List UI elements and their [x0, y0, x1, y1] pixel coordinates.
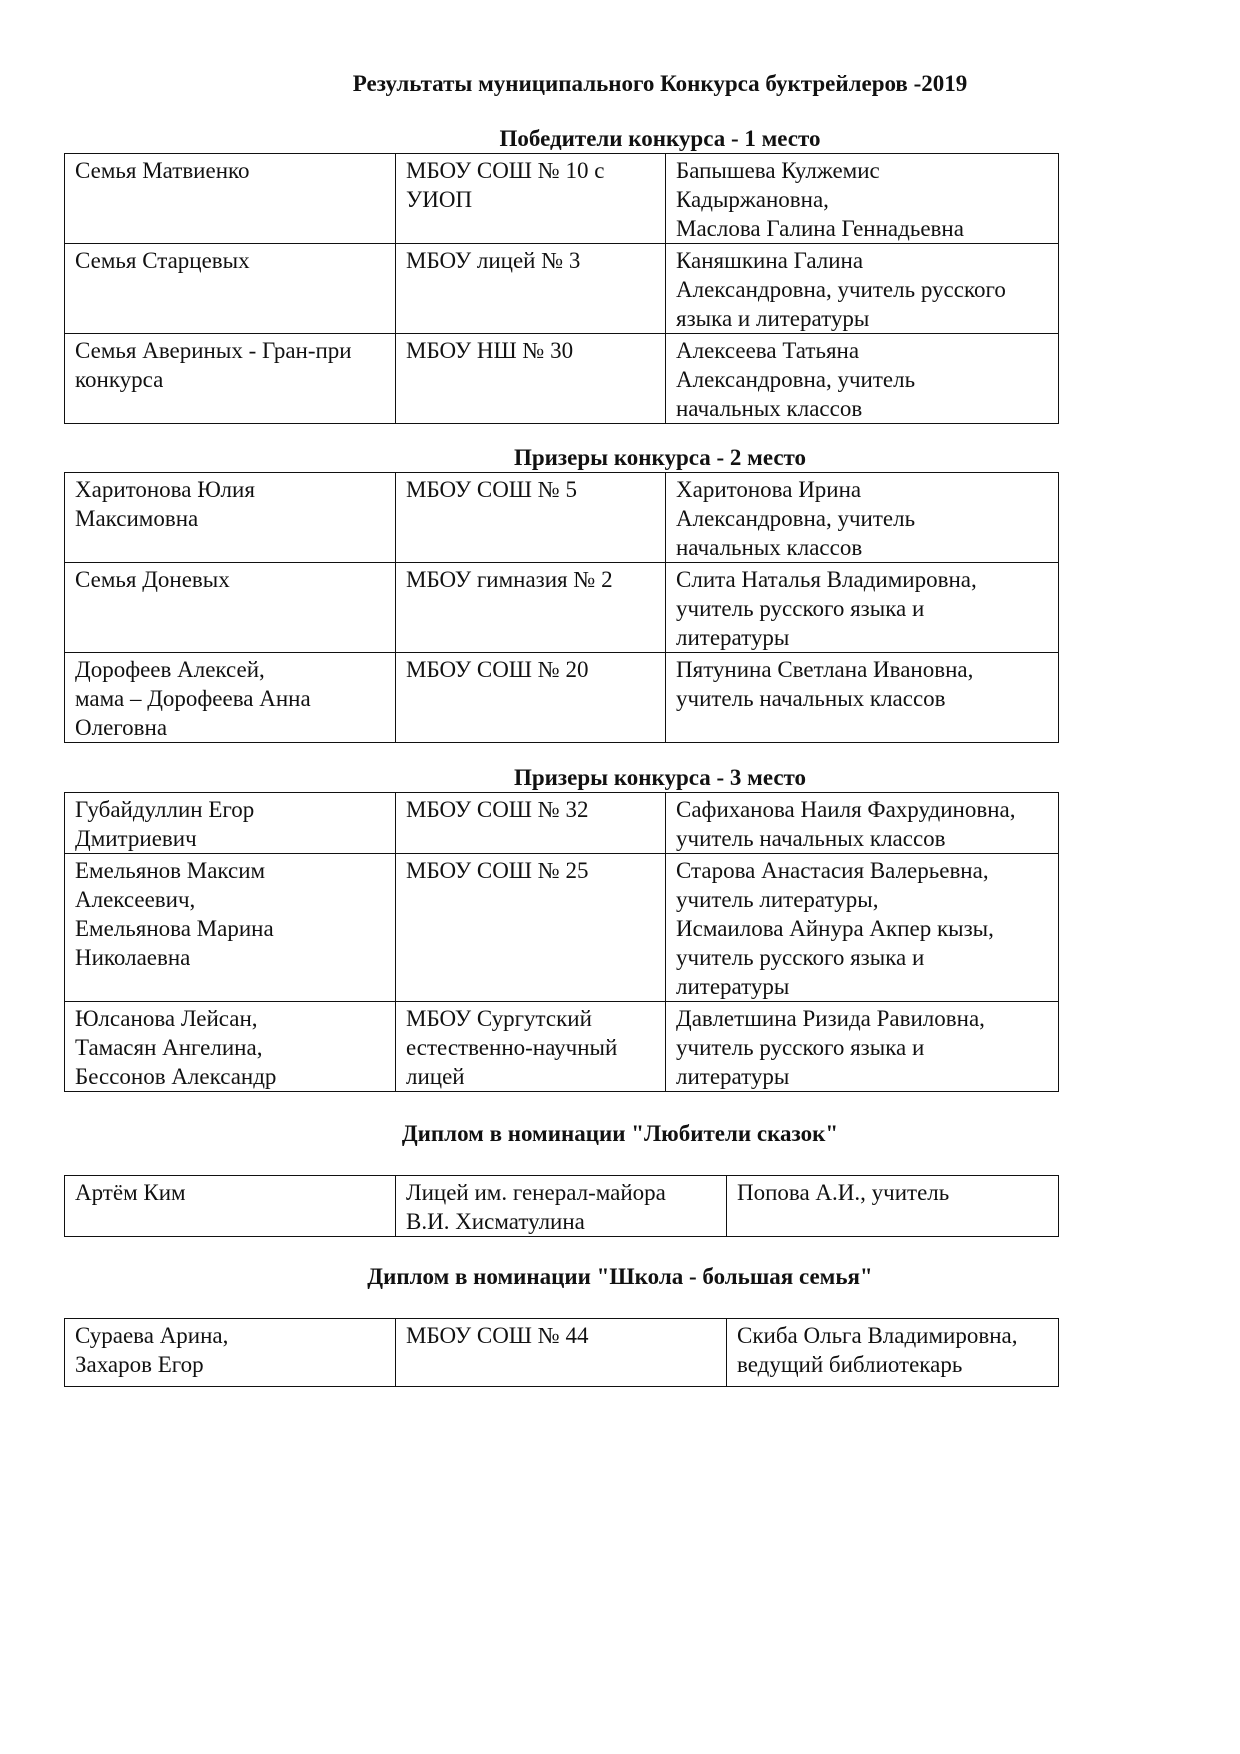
table-row [65, 653, 1059, 743]
section-heading-fairy-tale-lovers: Диплом в номинации "Любители сказок" [401, 1121, 839, 1146]
school-cell: МБОУ лицей № 3 [396, 244, 666, 334]
participant-cell: Емельянов Максим Алексеевич, Емельянова Марина Николаевна [65, 854, 396, 1002]
participant-cell: Семья Доневых [65, 563, 396, 653]
school-cell: МБОУ гимназия № 2 [396, 563, 666, 653]
participant-cell: Харитонова Юлия Максимовна [65, 473, 396, 563]
participant-cell: Семья Матвиенко [65, 154, 396, 244]
school-cell: МБОУ СОШ № 10 с УИОП [396, 154, 666, 244]
teacher-cell: Сафиханова Наиля Фахрудиновна, учитель начальных классов [666, 793, 1059, 854]
school-cell: МБОУ НШ № 30 [396, 334, 666, 424]
table-row [65, 154, 1059, 244]
participant-cell: Юлсанова Лейсан, Тамасян Ангелина, Бессонов Александр [65, 1002, 396, 1092]
school-cell: МБОУ СОШ № 32 [396, 793, 666, 854]
teacher-cell: Пятунина Светлана Ивановна, учитель начальных классов [666, 653, 1059, 743]
participant-cell: Дорофеев Алексей, мама – Дорофеева Анна Олеговна [65, 653, 396, 743]
table-row [65, 854, 1059, 1002]
participant-cell: Семья Авериных - Гран-при конкурса [65, 334, 396, 424]
participant-cell: Сураева Арина, Захаров Егор [65, 1319, 396, 1387]
results-table-school-big-family [64, 1318, 1059, 1387]
table-row [65, 1176, 1059, 1237]
page-title: Результаты муниципального Конкурса буктрейлеров -2019 [352, 71, 968, 96]
teacher-cell: Бапышева Кулжемис Кадыржановна, Маслова Галина Геннадьевна [666, 154, 1059, 244]
school-cell: Лицей им. генерал-майора В.И. Хисматулина [396, 1176, 727, 1237]
teacher-cell: Алексеева Татьяна Александровна, учитель начальных классов [666, 334, 1059, 424]
school-cell: МБОУ СОШ № 20 [396, 653, 666, 743]
school-cell: МБОУ СОШ № 44 [396, 1319, 727, 1387]
school-cell: МБОУ СОШ № 5 [396, 473, 666, 563]
school-cell: МБОУ Сургутский естественно-научный лицей [396, 1002, 666, 1092]
table-row [65, 244, 1059, 334]
section-heading-first-place: Победители конкурса - 1 место [499, 126, 821, 151]
table-row [65, 563, 1059, 653]
teacher-cell: Харитонова Ирина Александровна, учитель начальных классов [666, 473, 1059, 563]
section-heading-third-place: Призеры конкурса - 3 место [513, 765, 807, 790]
results-table-first-place [64, 153, 1059, 424]
participant-cell: Артём Ким [65, 1176, 396, 1237]
table-row [65, 1319, 1059, 1387]
teacher-cell: Давлетшина Ризида Равиловна, учитель русского языка и литературы [666, 1002, 1059, 1092]
table-row [65, 334, 1059, 424]
section-heading-school-big-family: Диплом в номинации "Школа - большая семья" [367, 1264, 873, 1289]
teacher-cell: Старова Анастасия Валерьевна, учитель литературы, Исмаилова Айнура Акпер кызы, учитель русского языка и литературы [666, 854, 1059, 1002]
table-row [65, 473, 1059, 563]
table-row [65, 793, 1059, 854]
teacher-cell: Каняшкина Галина Александровна, учитель русского языка и литературы [666, 244, 1059, 334]
teacher-cell: Скиба Ольга Владимировна, ведущий библиотекарь [727, 1319, 1059, 1387]
results-table-second-place [64, 472, 1059, 743]
teacher-cell: Попова А.И., учитель [727, 1176, 1059, 1237]
results-table-third-place [64, 792, 1059, 1092]
section-heading-second-place: Призеры конкурса - 2 место [513, 445, 807, 470]
results-table-fairy-tale-lovers [64, 1175, 1059, 1237]
school-cell: МБОУ СОШ № 25 [396, 854, 666, 1002]
table-row [65, 1002, 1059, 1092]
teacher-cell: Слита Наталья Владимировна, учитель русского языка и литературы [666, 563, 1059, 653]
participant-cell: Губайдуллин Егор Дмитриевич [65, 793, 396, 854]
participant-cell: Семья Старцевых [65, 244, 396, 334]
